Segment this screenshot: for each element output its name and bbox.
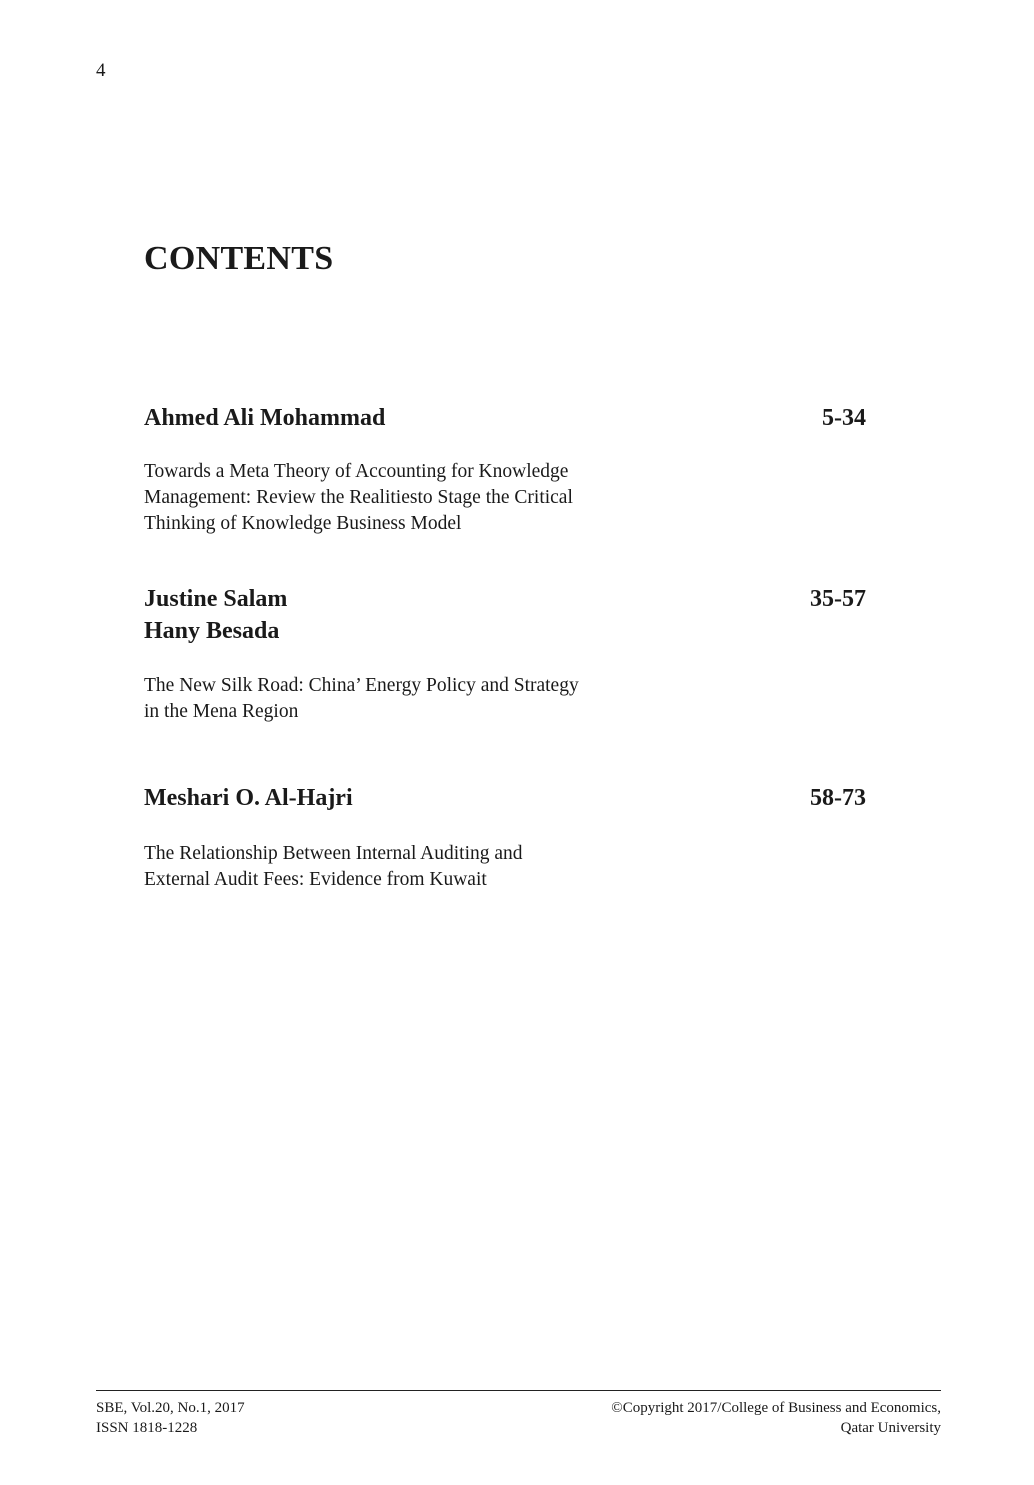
article-title-line: Towards a Meta Theory of Accounting for Knowledge xyxy=(144,461,569,482)
author-name: Hany Besada xyxy=(144,618,280,644)
article-title-line: The New Silk Road: China’ Energy Policy and Strategy xyxy=(144,675,579,696)
toc-entry-coauthor xyxy=(144,615,866,647)
author-name: Ahmed Ali Mohammad xyxy=(144,405,386,431)
article-title-line: in the Mena Region xyxy=(144,701,299,722)
page-range: 58-73 xyxy=(810,785,866,811)
author-name: Meshari O. Al-Hajri xyxy=(144,785,353,811)
page-range: 5-34 xyxy=(822,405,866,431)
footer-divider xyxy=(96,1390,941,1391)
author-name: Justine Salam xyxy=(144,586,288,612)
article-title-line: Thinking of Knowledge Business Model xyxy=(144,513,462,534)
footer-issn: ISSN 1818-1228 xyxy=(96,1420,198,1436)
article-title-line: The Relationship Between Internal Auditing and xyxy=(144,843,523,864)
page-number: 4 xyxy=(96,60,106,81)
article-title xyxy=(144,673,866,725)
footer-journal-info xyxy=(96,1398,245,1438)
toc-entry-header xyxy=(144,583,866,615)
page-range: 35-57 xyxy=(810,586,866,612)
page-title: CONTENTS xyxy=(144,240,334,277)
footer-university: Qatar University xyxy=(840,1420,941,1436)
article-title-line: External Audit Fees: Evidence from Kuwait xyxy=(144,869,487,890)
article-title xyxy=(144,459,866,537)
toc-entry xyxy=(144,402,866,537)
footer-copyright xyxy=(611,1398,941,1438)
toc-entry-header xyxy=(144,402,866,434)
footer-copyright-line: ©Copyright 2017/College of Business and Economics, xyxy=(611,1400,941,1416)
article-title xyxy=(144,841,866,893)
toc-entry xyxy=(144,583,866,725)
article-title-line: Management: Review the Realitiesto Stage the Critical xyxy=(144,487,573,508)
toc-entry-header xyxy=(144,782,866,814)
toc-entry xyxy=(144,782,866,893)
footer-volume: SBE, Vol.20, No.1, 2017 xyxy=(96,1400,245,1416)
